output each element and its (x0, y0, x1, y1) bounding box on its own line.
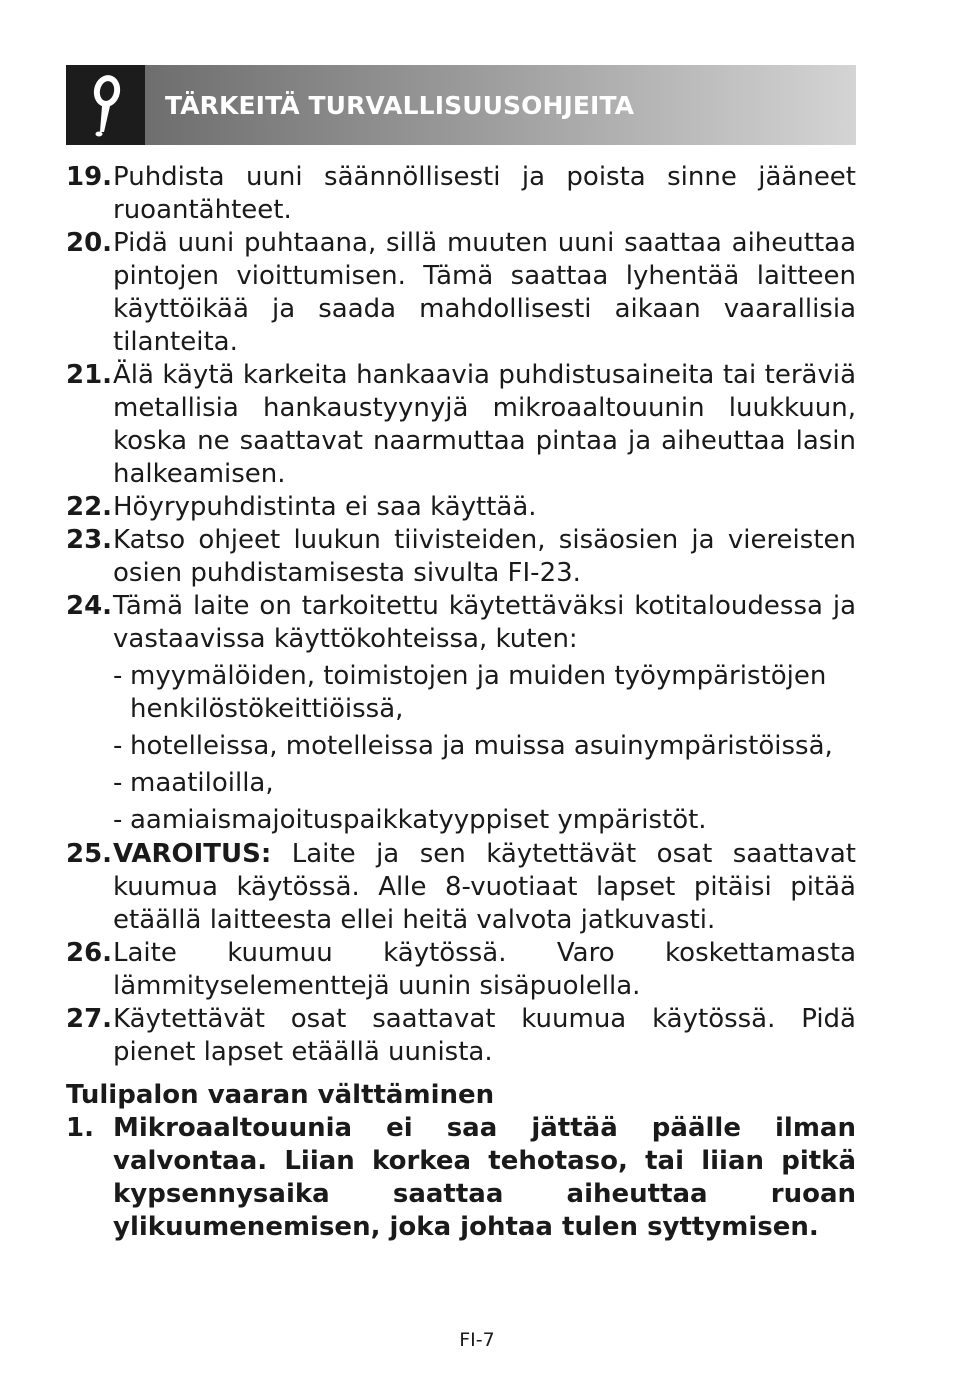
item-text: Laite kuumuu käytössä. Varo koskettamasta lämmityselementtejä uunin sisäpuolella. (113, 938, 856, 1001)
item-number: 1. (66, 1113, 94, 1143)
list-item (66, 1003, 856, 1069)
list-item (66, 524, 856, 590)
section-title: TÄRKEITÄ TURVALLISUUSOHJEITA (165, 90, 635, 120)
list-item (66, 491, 856, 524)
item-text: Käytettävät osat saattavat kuumua käytössä. Pidä pienet lapset etäällä uunista. (113, 1004, 856, 1067)
section-header (66, 65, 856, 145)
sub-item-text: hotelleissa, motelleissa ja muissa asuinympäristöissä, (130, 731, 833, 761)
item-text: Höyrypuhdistinta ei saa käyttää. (113, 492, 537, 522)
item-number: 26. (66, 938, 113, 968)
fire-section-heading: Tulipalon vaaran välttäminen (66, 1080, 495, 1110)
item-number: 27. (66, 1004, 113, 1034)
sub-list-item (66, 804, 856, 837)
sub-item-text: maatiloilla, (130, 768, 274, 798)
list-item (66, 838, 856, 937)
list-item (66, 590, 856, 656)
item-text: Puhdista uuni säännöllisesti ja poista sinne jääneet ruoantähteet. (113, 162, 856, 225)
page-number: FI-7 (459, 1329, 495, 1351)
item-text (113, 838, 856, 937)
item-number: 20. (66, 228, 113, 258)
list-item (66, 359, 856, 491)
item-number: 19. (66, 162, 113, 192)
sub-item-text: aamiaismajoituspaikkatyyppiset ympäristöt. (130, 805, 707, 835)
exclamation-icon (83, 72, 129, 138)
warning-text: Laite ja sen käytettävät osat saattavat kuumua käytössä. Alle 8-vuotiaat lapset pitäisi pitää etäällä laitteesta ellei heitä valvota jatkuvasti. (113, 839, 856, 935)
list-item (66, 227, 856, 359)
dash-bullet: - (113, 731, 123, 761)
warning-label: VAROITUS: (113, 839, 272, 869)
fire-list-item (66, 1112, 856, 1244)
item-number: 22. (66, 492, 113, 522)
sub-list-item (66, 660, 856, 726)
item-text: Tämä laite on tarkoitettu käytettäväksi kotitaloudessa ja vastaavissa käyttökohteissa, kuten: (113, 591, 856, 654)
sub-item-text: myymälöiden, toimistojen ja muiden työympäristöjen henkilöstökeittiöissä, (130, 661, 827, 724)
dash-bullet: - (113, 805, 123, 835)
item-text: Älä käytä karkeita hankaavia puhdistusaineita tai teräviä metallisia hankaustyynyjä mikroaaltouunin luukkuun, koska ne saattavat naarmuttaa pintaa ja aiheuttaa lasin halkeamisen. (113, 360, 856, 489)
list-item (66, 161, 856, 227)
sub-list-item (66, 767, 856, 800)
safety-instructions (66, 161, 856, 1244)
sub-list-item (66, 730, 856, 763)
header-bar (145, 65, 856, 145)
list-item (66, 937, 856, 1003)
item-text: Mikroaaltouunia ei saa jättää päälle ilman valvontaa. Liian korkea tehotaso, tai liian pitkä kypsennysaika saattaa aiheuttaa ruoan ylikuumenemisen, joka johtaa tulen syttymisen. (113, 1113, 856, 1242)
dash-bullet: - (113, 661, 123, 691)
item-text: Pidä uuni puhtaana, sillä muuten uuni saattaa aiheuttaa pintojen vioittumisen. Tämä saattaa lyhentää laitteen käyttöikää ja saada mahdollisesti aikaan vaarallisia tilanteita. (113, 228, 856, 357)
warning-icon-box (66, 65, 145, 145)
item-number: 23. (66, 525, 113, 555)
item-number: 24. (66, 591, 113, 621)
item-number: 21. (66, 360, 113, 390)
dash-bullet: - (113, 768, 123, 798)
item-text: Katso ohjeet luukun tiivisteiden, sisäosien ja viereisten osien puhdistamisesta sivulta FI-23. (113, 525, 856, 588)
item-number: 25. (66, 839, 113, 869)
